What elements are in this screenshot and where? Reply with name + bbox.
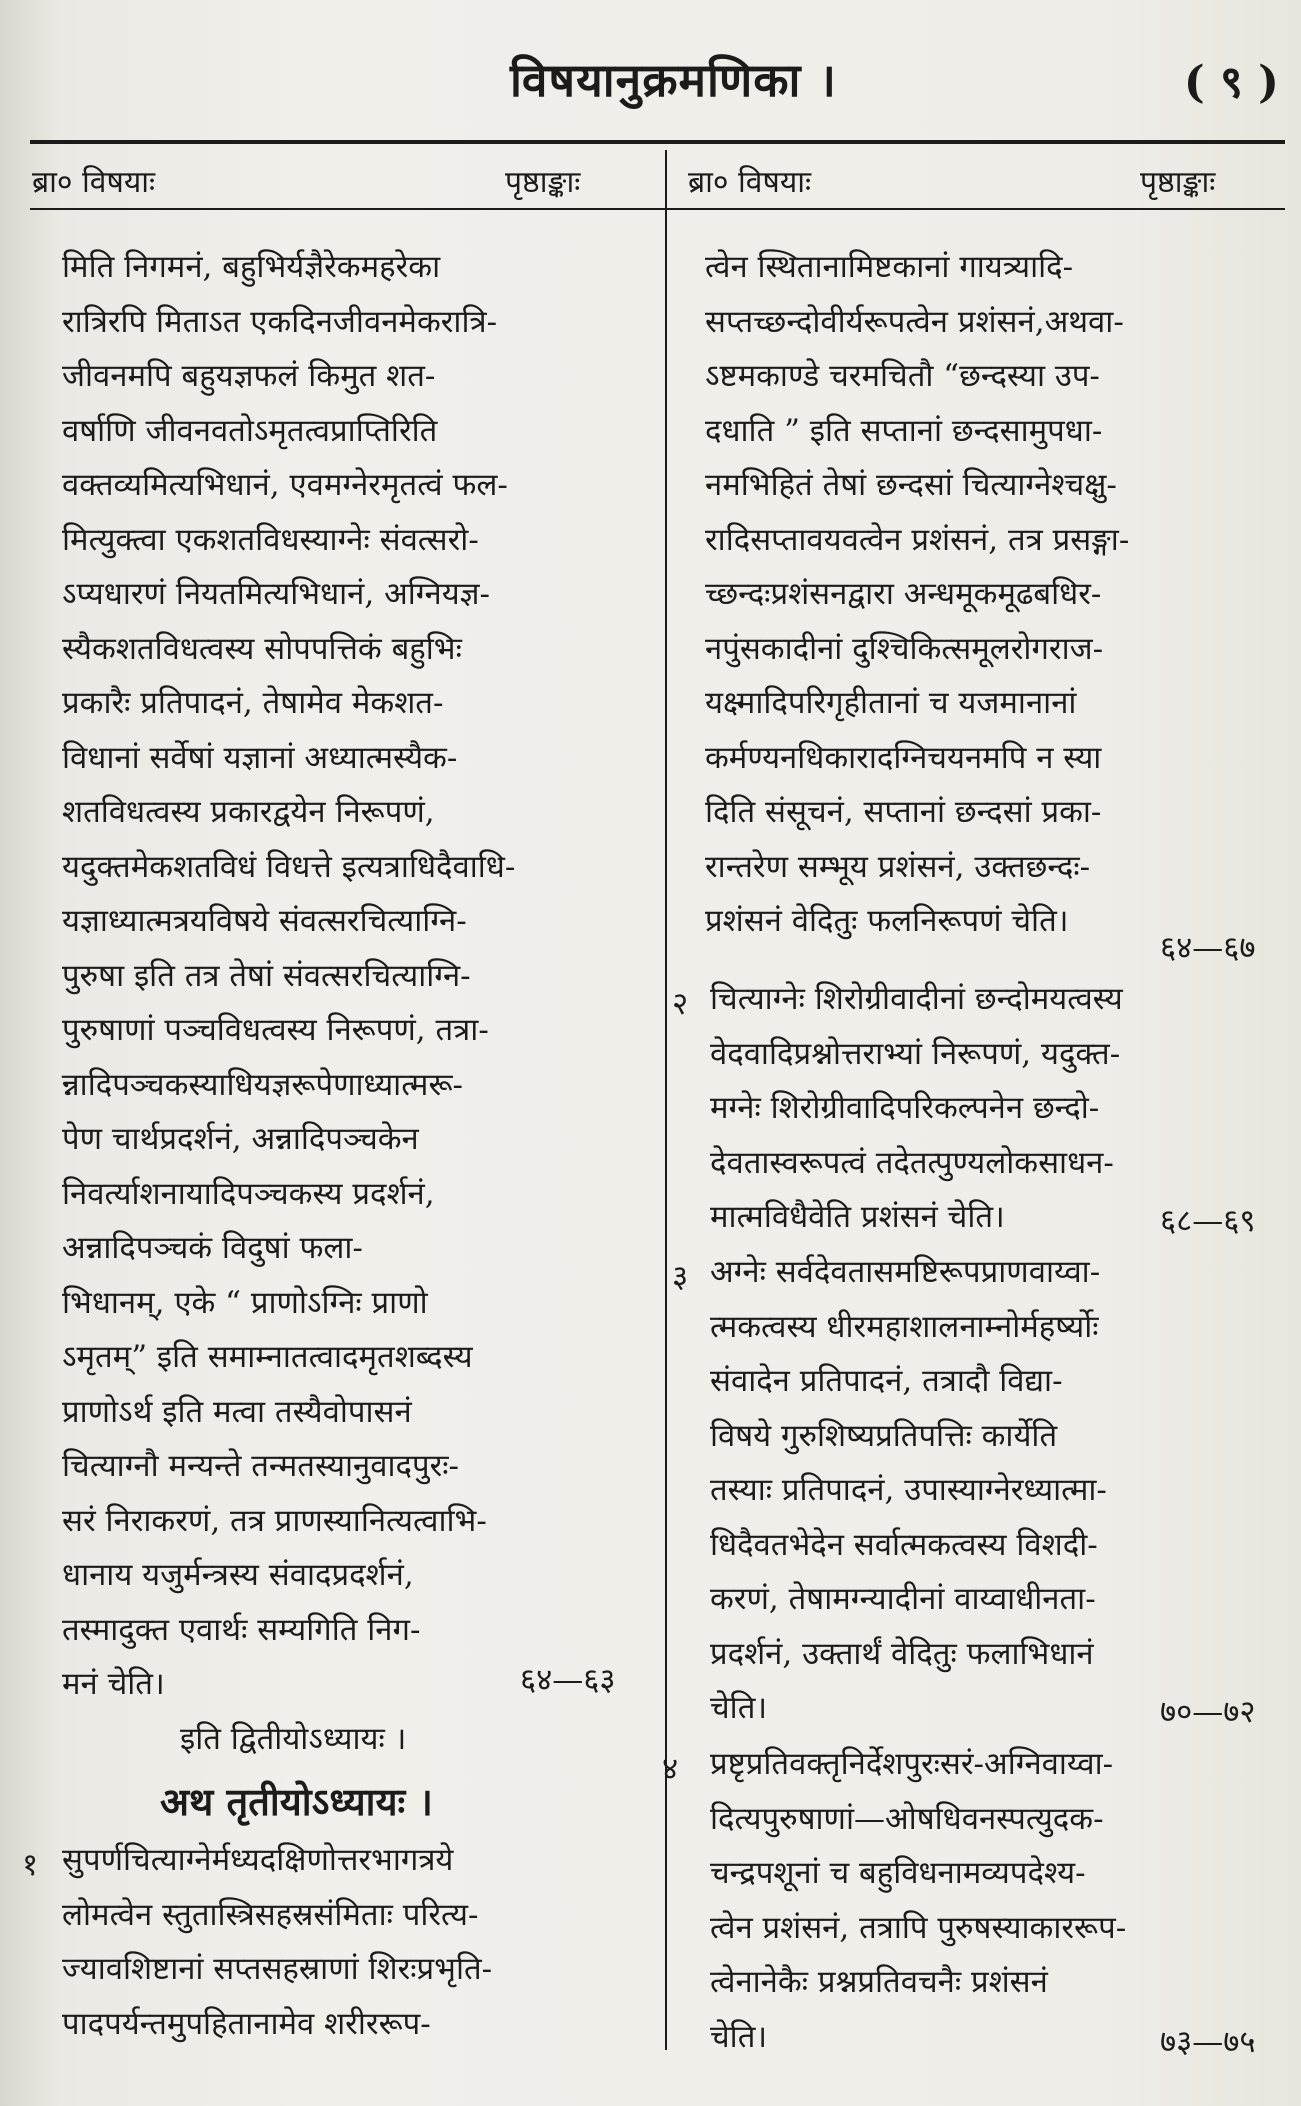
text-line: ज्यावशिष्टानां सप्तसहस्राणां शिरःप्रभृति- — [62, 1951, 493, 1987]
right-page-heading: पृष्ठाङ्काः — [1140, 165, 1216, 200]
text-line: भिधानम्, एके “ प्राणोऽग्निः प्राणो — [62, 1284, 428, 1321]
text-line: चेति। — [710, 1690, 768, 1726]
text-line: मग्नेः शिरोग्रीवादिपरिकल्पनेन छन्दो- — [710, 1090, 1100, 1126]
text-line: करणं, तेषामग्न्यादीनां वाय्वाधीनता- — [710, 1581, 1096, 1617]
page-header — [0, 40, 1301, 130]
left-serial-heading: ब्रा० विषयाः — [32, 165, 156, 200]
text-line: विषये गुरुशिष्यप्रतिपत्तिः कार्येति — [710, 1417, 1058, 1454]
entry-number: २ — [672, 986, 689, 1022]
text-line: ऽमृतम्” इति समाम्नातत्वादमृतशब्दस्य — [62, 1339, 473, 1375]
text-line: अन्नादिपञ्चकं विदुषां फला- — [62, 1230, 363, 1266]
text-line: देवतास्वरूपत्वं तदेतत्पुण्यलोकसाधन- — [710, 1144, 1114, 1181]
text-line: रात्रिरपि मिताऽत एकदिनजीवनमेकरात्रि- — [62, 303, 498, 340]
text-line: चित्याग्नेः शिरोग्रीवादीनां छन्दोमयत्वस्य — [710, 981, 1123, 1017]
text-line: त्मकत्वस्य धीरमहाशालनाम्नोर्महर्ष्योः — [710, 1308, 1099, 1345]
text-line: त्वेन स्थितानामिष्टकानां गायत्र्यादि- — [705, 249, 1074, 285]
text-line: प्रकारैः प्रतिपादनं, तेषामेव मेकशत- — [62, 685, 444, 721]
text-line: मनं चेति। — [62, 1666, 165, 1702]
header-rule — [30, 140, 1285, 144]
right-serial-heading: ब्रा० विषयाः — [688, 165, 812, 200]
text-line: वर्षाणि जीवनवतोऽमृतत्वप्राप्तिरिति — [62, 412, 438, 449]
text-line: रान्तरेण सम्भूय प्रशंसनं, उक्तछन्दः- — [705, 848, 1091, 885]
text-line: जीवनमपि बहुयज्ञफलं किमुत शत- — [62, 358, 436, 394]
text-line: अग्नेः सर्वदेवतासमष्टिरूपप्राणवाय्वा- — [710, 1254, 1101, 1290]
text-line: प्रदर्शनं, उक्तार्थं वेदितुः फलाभिधानं — [710, 1635, 1094, 1672]
text-line: चित्याग्नौ मन्यन्ते तन्मतस्यानुवादपुरः- — [62, 1448, 460, 1484]
page-range: ६४—६३ — [520, 1662, 616, 1698]
text-line: चेति। — [710, 2018, 768, 2055]
text-line: दिति संसूचनं, सप्तानां छन्दसां प्रका- — [705, 794, 1102, 830]
text-line: यक्ष्मादिपरिगृहीतानां च यजमानानां — [705, 685, 1077, 721]
text-line: पुरुषा इति तत्र तेषां संवत्सरचित्याग्नि- — [62, 957, 471, 994]
text-line: सप्तच्छन्दोवीर्यरूपत्वेन प्रशंसनं,अथवा- — [705, 303, 1124, 340]
text-line: नपुंसकादीनां दुश्चिकित्समूलरोगराज- — [705, 630, 1104, 667]
text-line: मिति निगमनं, बहुभिर्यज्ञैरेकमहरेका — [62, 249, 441, 285]
text-line: प्रष्टृप्रतिवक्तृनिर्देशपुरःसरं-अग्निवाय्वा- — [710, 1746, 1114, 1782]
text-line: त्वेनानेकैः प्रश्नप्रतिवचनैः प्रशंसनं — [710, 1964, 1048, 2000]
text-line: निवर्त्याशनायादिपञ्चकस्य प्रदर्शनं, — [62, 1175, 435, 1212]
entry-number: ३ — [672, 1259, 689, 1295]
text-line: लोमत्वेन स्तुतास्त्रिसहस्रसंमिताः परित्य- — [62, 1896, 479, 1933]
text-line: त्वेन प्रशंसनं, तत्रापि पुरुषस्याकाररूप- — [710, 1909, 1127, 1946]
chapter-end-line: इति द्वितीयोऽध्यायः । — [180, 1721, 407, 1757]
text-line: दित्यपुरुषाणां—ओषधिवनस्पत्युदक- — [710, 1800, 1104, 1837]
text-line: सुपर्णचित्याग्नेर्मध्यदक्षिणोत्तरभागत्रये — [62, 1842, 454, 1878]
chapter-heading: अथ तृतीयोऽध्यायः । — [160, 1779, 433, 1824]
page-range: ६४—६७ — [1160, 930, 1256, 966]
page-range: ७०—७२ — [1160, 1694, 1256, 1730]
text-line: नमभिहितं तेषां छन्दसां चित्याग्नेश्चक्षु- — [705, 467, 1117, 503]
text-line: रादिसप्तावयवत्वेन प्रशंसनं, तत्र प्रसङ्गा- — [705, 521, 1130, 558]
page-range: ७३—७५ — [1160, 2024, 1256, 2060]
text-line: ऽष्टमकाण्डे चरमचितौ “छन्दस्या उप- — [705, 358, 1100, 394]
left-column-text — [62, 240, 652, 1712]
text-line: चन्द्रपशूनां च बहुविधनामव्यपदेश्य- — [710, 1855, 1086, 1891]
text-line: च्छन्दःप्रशंसनद्वारा अन्धमूकमूढबधिर- — [705, 576, 1102, 612]
text-line: सरं निराकरणं, तत्र प्राणस्यानित्यत्वाभि- — [62, 1502, 487, 1539]
left-entry-1 — [62, 1833, 652, 2051]
page-range: ६८—६९ — [1160, 1203, 1256, 1239]
text-line: दधाति ” इति सप्तानां छन्दसामुपधा- — [705, 412, 1103, 449]
text-line: यदुक्तमेकशतविधं विधत्ते इत्यत्राधिदैवाधि- — [62, 848, 516, 885]
text-line: न्नादिपञ्चकस्याधियज्ञरूपेणाध्यात्मरू- — [62, 1066, 464, 1103]
column-heading-rule — [30, 208, 1285, 210]
text-line: धानाय यजुर्मन्त्रस्य संवादप्रदर्शनं, — [62, 1557, 414, 1593]
page-number: ( ९ ) — [1183, 57, 1279, 108]
page-title: विषयानुक्रमणिका । — [510, 53, 837, 107]
text-line: कर्मण्यनधिकारादग्निचयनमपि न स्या — [705, 739, 1102, 776]
text-line: यज्ञाध्यात्मत्रयविषये संवत्सरचित्याग्नि- — [62, 903, 467, 939]
text-line: शतविधत्वस्य प्रकारद्वयेन निरूपणं, — [62, 794, 435, 830]
text-line: वक्तव्यमित्यभिधानं, एवमग्नेरमृतत्वं फल- — [62, 467, 508, 503]
text-line: स्यैकशतविधत्वस्य सोपपत्तिकं बहुभिः — [62, 630, 462, 667]
text-line: मित्युक्त्वा एकशतविधस्याग्नेः संवत्सरो- — [62, 521, 479, 558]
text-line: पेण चार्थप्रदर्शनं, अन्नादिपञ्चकेन — [62, 1121, 419, 1157]
right-column-continuation — [705, 240, 1285, 949]
text-line: प्राणोऽर्थ इति मत्वा तस्यैवोपासनं — [62, 1393, 412, 1430]
text-line: संवादेन प्रतिपादनं, तत्रादौ विद्या- — [710, 1363, 1063, 1399]
text-line: प्रशंसनं वेदितुः फलनिरूपणं चेति। — [705, 903, 1069, 939]
text-line: विधानां सर्वेषां यज्ञानां अध्यात्मस्यैक- — [62, 739, 458, 776]
entry-number: ४ — [662, 1751, 679, 1787]
text-line: पादपर्यन्तमुपहितानामेव शरीररूप- — [62, 2005, 431, 2042]
right-entry-3 — [710, 1245, 1270, 1736]
text-line: पुरुषाणां पञ्चविधत्वस्य निरूपणं, तत्रा- — [62, 1012, 489, 1048]
text-line: मात्मविधैवेति प्रशंसनं चेति। — [710, 1199, 1005, 1235]
left-page-heading: पृष्ठाङ्काः — [505, 165, 581, 200]
text-line: तस्मादुक्त एवार्थः सम्यगिति निग- — [62, 1611, 421, 1648]
text-line: वेदवादिप्रश्नोत्तराभ्यां निरूपणं, यदुक्त- — [710, 1035, 1121, 1072]
text-line: ऽप्यधारणं नियतमित्यभिधानं, अग्नियज्ञ- — [62, 576, 491, 612]
entry-number: १ — [22, 1847, 39, 1883]
right-entry-4 — [710, 1737, 1270, 2064]
text-line: धिदैवतभेदेन सर्वात्मकत्वस्य विशदी- — [710, 1526, 1098, 1563]
text-line: तस्याः प्रतिपादनं, उपास्याग्नेरध्यात्मा- — [710, 1472, 1107, 1508]
